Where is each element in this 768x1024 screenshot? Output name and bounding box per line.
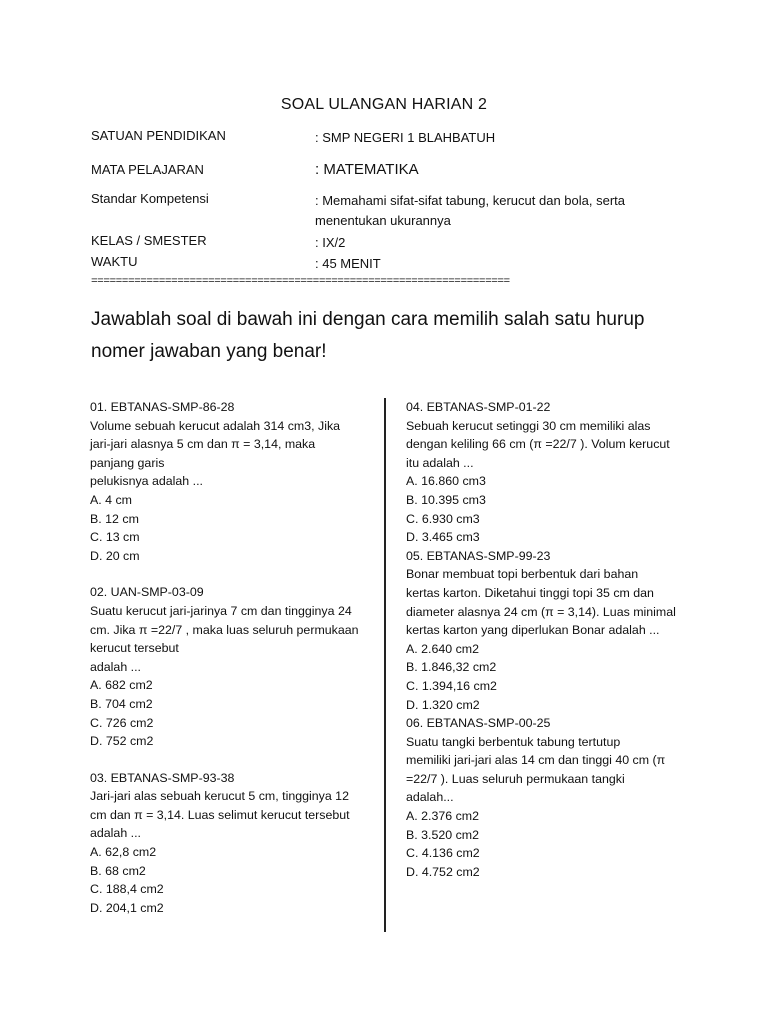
question-text: itu adalah ... [406,455,474,470]
question-text: memiliki jari-jari alas 14 cm dan tinggi 40 cm (π [406,753,666,768]
answer-option-b: B. 3.520 cm2 [406,827,480,842]
question-text: Sebuah kerucut setinggi 30 cm memiliki alas [406,418,651,433]
question-code: 05. EBTANAS-SMP-99-23 [406,548,551,563]
answer-option-b: B. 68 cm2 [90,863,146,878]
question-text: pelukisnya adalah ... [90,474,203,489]
answer-option-d: D. 1.320 cm2 [406,697,480,712]
header-value-line: menentukan ukurannya [315,213,451,228]
header-label: KELAS / SMESTER [91,233,207,248]
header-label: MATA PELAJARAN [91,162,204,177]
answer-option-d: D. 20 cm [90,548,140,563]
question-code: 06. EBTANAS-SMP-00-25 [406,716,551,731]
question-text: Jari-jari alas sebuah kerucut 5 cm, tingginya 12 [90,789,349,804]
header-value: : 45 MENIT [315,256,381,271]
answer-option-d: D. 3.465 cm3 [406,530,480,545]
answer-option-c: C. 1.394,16 cm2 [406,678,497,693]
header-value: : SMP NEGERI 1 BLAHBATUH [315,130,496,145]
header-value [315,191,675,231]
question-text: Volume sebuah kerucut adalah 314 cm3, Jika [90,418,341,433]
answer-option-d: D. 752 cm2 [90,734,154,749]
question-06 [406,714,692,881]
answer-option-b: B. 704 cm2 [90,696,153,711]
column-divider [384,398,386,932]
answer-option-a: A. 2.640 cm2 [406,641,480,656]
separator-line: ==================================================================== [91,276,510,288]
answer-option-c: C. 6.930 cm3 [406,511,480,526]
header-value: : MATEMATIKA [315,161,419,178]
question-text: diameter alasnya 24 cm (π = 3,14). Luas minimal [406,604,676,619]
header-value-line: : Memahami sifat-sifat tabung, kerucut dan bola, serta [315,193,625,208]
questions-column-right [406,398,692,881]
question-text: kertas karton. Diketahui tinggi topi 35 cm dan [406,585,654,600]
header-value: : IX/2 [315,235,346,250]
question-02 [90,583,370,750]
answer-option-a: A. 62,8 cm2 [90,845,157,860]
question-04 [406,398,692,547]
answer-option-c: C. 4.136 cm2 [406,846,480,861]
answer-option-d: D. 4.752 cm2 [406,864,480,879]
answer-option-a: A. 4 cm [90,492,132,507]
answer-option-b: B. 1.846,32 cm2 [406,660,497,675]
question-text: panjang garis [90,455,165,470]
answer-option-c: C. 188,4 cm2 [90,882,164,897]
question-03 [90,769,370,918]
header-label: SATUAN PENDIDIKAN [91,128,226,143]
question-text: Bonar membuat topi berbentuk dari bahan [406,567,639,582]
question-05 [406,547,692,714]
question-text: adalah ... [90,826,141,841]
question-text: kertas karton yang diperlukan Bonar adalah ... [406,623,660,638]
answer-option-b: B. 10.395 cm3 [406,492,486,507]
question-text: Suatu kerucut jari-jarinya 7 cm dan tingginya 24 [90,603,352,618]
question-code: 02. UAN-SMP-03-09 [90,585,204,600]
header-label: WAKTU [91,254,138,269]
question-code: 04. EBTANAS-SMP-01-22 [406,400,551,414]
questions-column-left [90,398,370,935]
question-text: kerucut tersebut [90,641,179,656]
question-text: cm. Jika π =22/7 , maka luas seluruh permukaan [90,622,359,637]
answer-option-b: B. 12 cm [90,511,139,526]
question-text: Suatu tangki berbentuk tabung tertutup [406,734,621,749]
answer-option-a: A. 2.376 cm2 [406,809,480,824]
answer-option-a: A. 682 cm2 [90,678,153,693]
page-title: SOAL ULANGAN HARIAN 2 [280,96,488,113]
question-text: cm dan π = 3,14. Luas selimut kerucut tersebut [90,807,350,822]
instruction-line: nomer jawaban yang benar! [91,341,327,362]
question-text: adalah... [406,790,454,805]
answer-option-c: C. 726 cm2 [90,715,154,730]
question-code: 01. EBTANAS-SMP-86-28 [90,400,235,414]
instructions [91,304,691,368]
question-text: dengan keliling 66 cm (π =22/7 ). Volum kerucut [406,437,670,452]
header-label: Standar Kompetensi [91,191,209,206]
question-text: =22/7 ). Luas seluruh permukaan tangki [406,771,625,786]
answer-option-a: A. 16.860 cm3 [406,474,486,489]
question-code: 03. EBTANAS-SMP-93-38 [90,770,235,785]
answer-option-d: D. 204,1 cm2 [90,900,164,915]
question-01 [90,398,370,565]
instruction-line: Jawablah soal di bawah ini dengan cara memilih salah satu hurup [91,309,645,330]
question-text: adalah ... [90,659,141,674]
question-text: jari-jari alasnya 5 cm dan π = 3,14, maka [90,437,316,452]
answer-option-c: C. 13 cm [90,530,140,545]
